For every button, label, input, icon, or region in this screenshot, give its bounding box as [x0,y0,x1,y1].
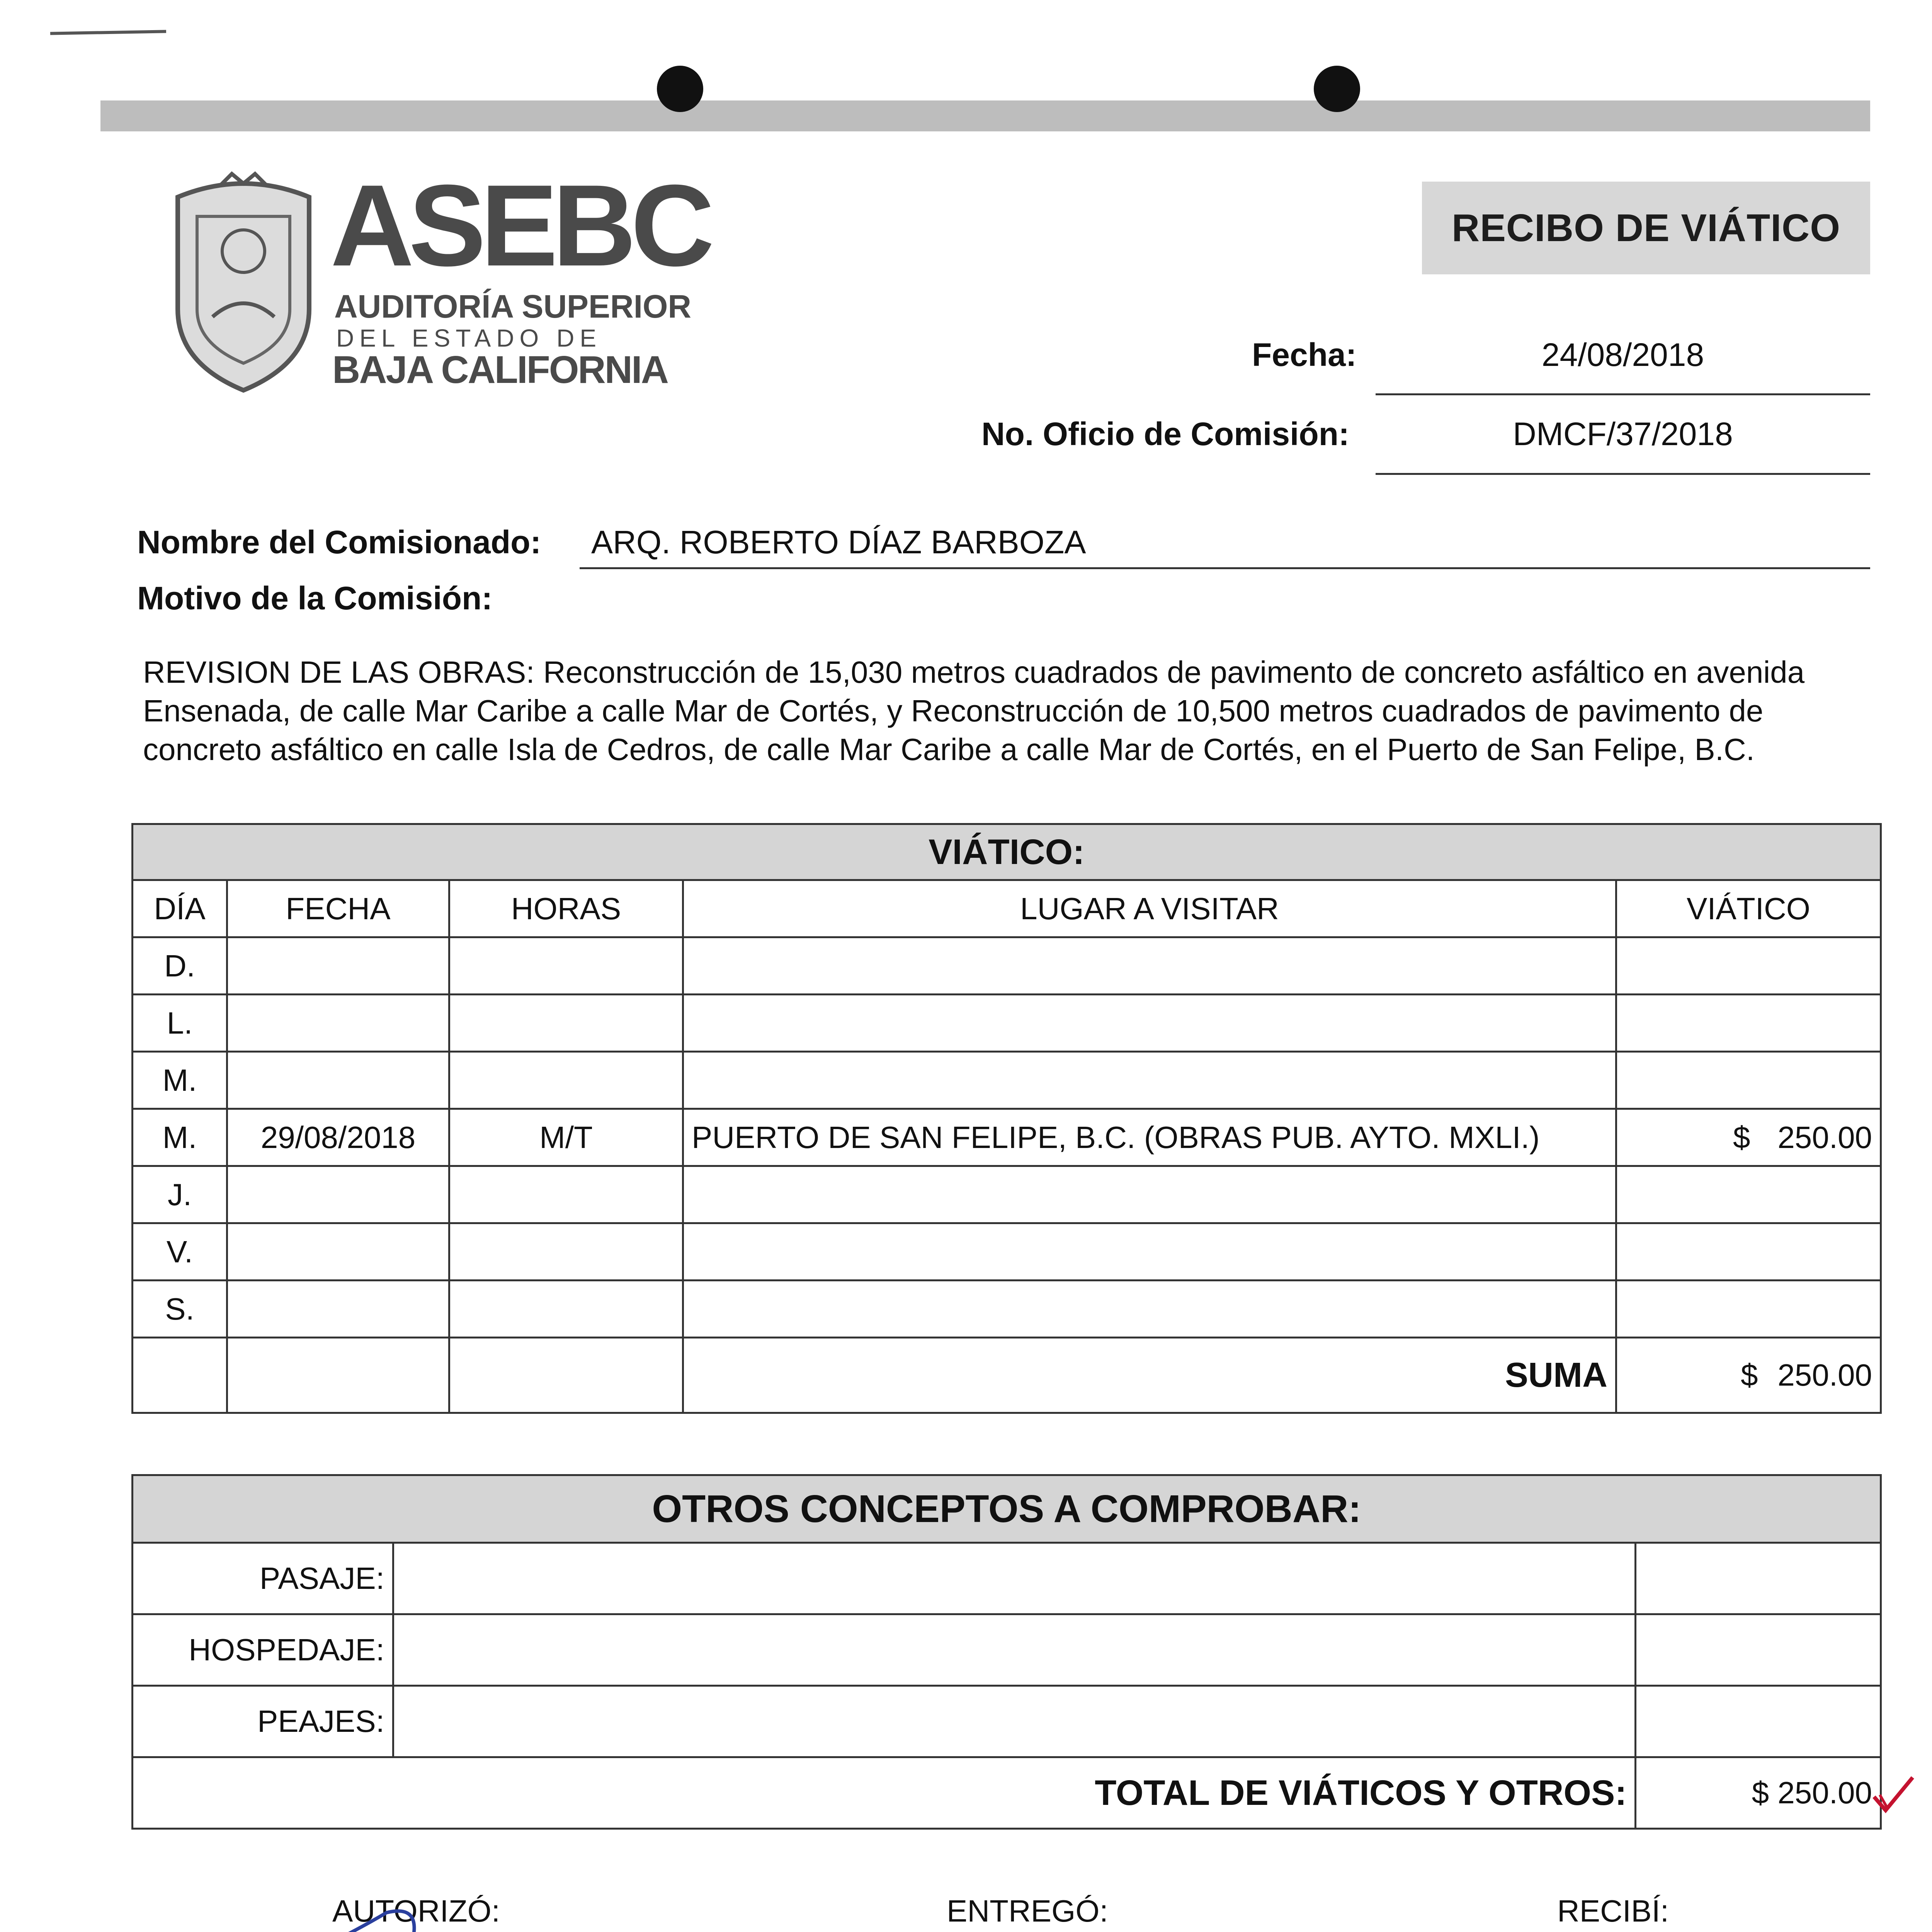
oficio-underline [1376,473,1870,475]
punch-hole-left [657,66,703,112]
row-fecha: 29/08/2018 [227,1109,449,1166]
row-fecha [227,1166,449,1223]
row-horas [449,937,683,995]
otros-table [131,1474,1882,1830]
table-row [133,937,1881,995]
row-dia: J. [133,1166,227,1223]
row-fecha [227,1052,449,1109]
otros-value [1636,1543,1881,1614]
table-row [133,995,1881,1052]
table-row [133,1281,1881,1338]
row-horas [449,1052,683,1109]
viatico-table [131,823,1882,1414]
row-viatico [1616,1052,1881,1109]
row-viatico [1616,1166,1881,1223]
row-dia: M. [133,1052,227,1109]
otros-value [1636,1614,1881,1686]
fecha-value: 24/08/2018 [1541,337,1704,373]
otros-label: HOSPEDAJE: [133,1614,393,1686]
punch-hole-right [1314,66,1360,112]
otros-label: PEAJES: [133,1686,393,1757]
suma-cell [1616,1338,1881,1413]
otros-row [133,1543,1881,1614]
sig-head-recibi: RECIBÍ: [1557,1894,1669,1928]
total-row [133,1757,1881,1829]
row-fecha [227,1223,449,1281]
total-label: TOTAL DE VIÁTICOS Y OTROS: [133,1757,1636,1829]
col-viatico: VIÁTICO [1616,880,1881,937]
row-lugar [683,995,1616,1052]
signature-entrego [696,1924,1236,1932]
otros-desc [393,1614,1636,1686]
otros-desc [393,1543,1636,1614]
col-fecha: FECHA [227,880,449,937]
motivo-text: REVISION DE LAS OBRAS: Reconstrucción de 15,030 metros cuadrados de pavimento de concreto asfáltico en avenida Ensenada, de calle Mar Caribe a calle Mar de Cortés, y Reconstrucción de 10,500 metros cuadrados de pavimento de concreto asfáltico en calle Isla de Cedros, de calle Mar Caribe a calle Mar de Cortés, en el Puerto de San Felipe, B.C. [143,655,1805,767]
total-value: $ 250.00 [1636,1757,1881,1829]
table-row [133,1052,1881,1109]
row-viatico [1616,1223,1881,1281]
row-dia: M. [133,1109,227,1166]
row-lugar [683,937,1616,995]
row-viatico [1616,1109,1881,1166]
checkmark-icon [1870,1774,1917,1816]
row-horas: M/T [449,1109,683,1166]
otros-value [1636,1686,1881,1757]
otros-label: PASAJE: [133,1543,393,1614]
row-viatico [1616,995,1881,1052]
top-gray-band [100,100,1870,131]
row-dia: D. [133,937,227,995]
sig-head-autorizo: AUTORIZÓ: [332,1894,500,1928]
row-fecha [227,1281,449,1338]
row-horas [449,1166,683,1223]
row-lugar [683,1223,1616,1281]
viatico-heading: VIÁTICO: [133,824,1881,880]
row-viatico [1616,1281,1881,1338]
row-lugar [683,1281,1616,1338]
row-lugar [683,1052,1616,1109]
fecha-underline [1376,393,1870,395]
logo-line-3: BAJA CALIFORNIA [332,348,668,391]
sig-head-entrego: ENTREGÓ: [947,1894,1108,1928]
nombre-label: Nombre del Comisionado: [137,524,541,560]
suma-value: 250.00 [1777,1358,1872,1392]
signature-autorizo [185,1886,556,1932]
table-row [133,1223,1881,1281]
row-dia: L. [133,995,227,1052]
suma-label: SUMA [683,1338,1616,1413]
nombre-underline [580,567,1870,569]
row-horas [449,995,683,1052]
col-lugar: LUGAR A VISITAR [683,880,1616,937]
col-dia: DÍA [133,880,227,937]
row-horas [449,1223,683,1281]
row-lugar [683,1166,1616,1223]
row-viatico [1616,937,1881,995]
oficio-value: DMCF/37/2018 [1513,416,1733,452]
row-fecha [227,995,449,1052]
scan-mark [50,30,166,35]
logo-acronym: ASEBC [330,160,709,290]
table-row [133,1109,1881,1166]
logo-line-2: DEL ESTADO DE [336,324,602,352]
row-lugar: PUERTO DE SAN FELIPE, B.C. (OBRAS PUB. AYTO. MXLI.) [683,1109,1616,1166]
row-currency: $ [1733,1120,1750,1155]
table-row [133,1166,1881,1223]
row-amount: 250.00 [1777,1120,1872,1155]
state-seal-icon [162,162,325,394]
logo-line-1: AUDITORÍA SUPERIOR [334,288,692,325]
fecha-label: Fecha: [1252,337,1357,373]
motivo-label: Motivo de la Comisión: [137,580,493,616]
oficio-label: No. Oficio de Comisión: [981,416,1350,452]
row-dia: S. [133,1281,227,1338]
row-horas [449,1281,683,1338]
row-fecha [227,937,449,995]
otros-row [133,1614,1881,1686]
document-title: RECIBO DE VIÁTICO [1422,182,1870,274]
suma-currency: $ [1741,1358,1758,1392]
otros-desc [393,1686,1636,1757]
col-horas: HORAS [449,880,683,937]
nombre-value: ARQ. ROBERTO DÍAZ BARBOZA [591,524,1086,560]
suma-row [133,1338,1881,1413]
viatico-header-row [133,880,1881,937]
otros-row [133,1686,1881,1757]
asebc-logo [155,158,709,398]
otros-heading: OTROS CONCEPTOS A COMPROBAR: [133,1475,1881,1543]
row-dia: V. [133,1223,227,1281]
